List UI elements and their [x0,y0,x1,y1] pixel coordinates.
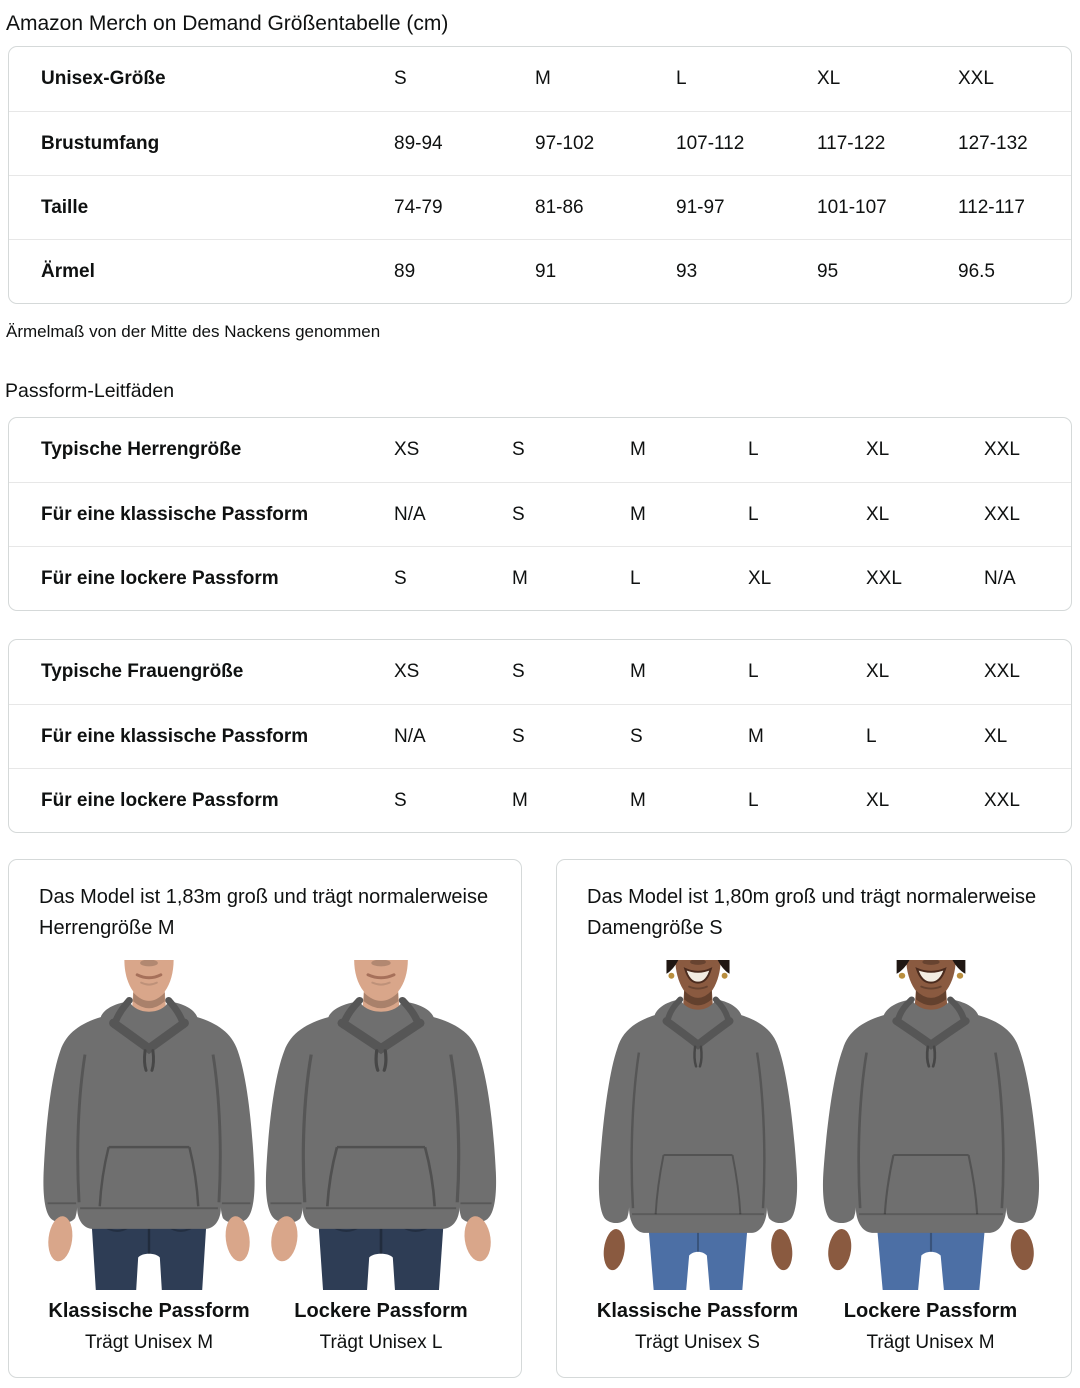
size-worn-label: Trägt Unisex S [635,1332,760,1353]
size-cell: L [866,725,877,747]
size-cell: XXL [958,68,994,89]
size-cell: XL [866,503,890,525]
model-description: Das Model ist 1,83m groß und trägt normalerweise Herrengröße M [39,886,489,939]
measure-cell: 107-112 [676,132,745,154]
figure-caption [33,1296,265,1359]
mens-fit-table [8,417,1072,611]
measure-cell: 89-94 [394,132,443,154]
size-cell: M [630,661,646,682]
row-label: Für eine lockere Passform [41,567,279,589]
measure-cell: 95 [817,260,839,282]
table-row [9,111,1071,175]
size-cell: S [512,725,525,747]
size-cell: S [394,789,407,811]
row-label: Für eine lockere Passform [41,789,279,811]
size-cell: XL [817,68,841,89]
measure-cell: 117-122 [817,132,886,154]
size-cell: XXL [866,567,902,589]
table-row [9,175,1071,239]
table-row [9,768,1071,832]
row-label: Für eine klassische Passform [41,725,309,747]
size-cell: XXL [984,789,1020,811]
size-cell: L [630,567,641,589]
figure-column [33,958,265,1290]
size-cell: S [512,439,525,460]
size-cell: N/A [394,725,426,747]
size-cell: L [748,661,759,682]
size-cell: S [512,503,525,525]
row-label: Brustumfang [41,132,160,154]
measure-cell: 91 [535,260,557,282]
measure-cell: 96.5 [958,260,995,282]
figure-caption [265,1296,497,1359]
row-label: Unisex-Größe [41,68,166,89]
size-cell: M [630,789,646,811]
measure-cell: 81-86 [535,196,584,218]
figure-column [814,958,1047,1290]
size-cell: XS [394,439,420,460]
size-cell: XL [866,789,890,811]
size-cell: XL [866,439,890,460]
size-cell: XL [984,725,1008,747]
womens-fit-table [8,639,1072,833]
row-label: Typische Herrengröße [41,439,242,460]
measure-cell: 89 [394,260,416,282]
table-row [9,239,1071,303]
size-cell: M [512,789,528,811]
size-cell: XS [394,661,420,682]
size-cell: L [748,789,759,811]
size-cell: M [630,439,646,460]
table-row [9,47,1071,111]
measure-cell: 74-79 [394,196,443,218]
size-cell: M [630,503,646,525]
size-cell: XL [748,567,772,589]
mens-model-card [8,859,522,1378]
table-row [9,704,1071,768]
size-cell: XL [866,661,890,682]
size-cell: L [748,439,759,460]
model-figures [33,958,497,1290]
measure-cell: 93 [676,260,698,282]
size-cell: XXL [984,661,1020,682]
male-model-loose-fit-photo [257,960,506,1290]
size-cell: N/A [984,567,1016,589]
measure-cell: 97-102 [535,132,595,154]
table-row [9,640,1071,704]
size-cell: S [630,725,643,747]
figure-caption [581,1296,814,1359]
size-cell: S [512,661,525,682]
row-label: Typische Frauengröße [41,661,244,682]
row-label: Ärmel [41,260,95,282]
size-cell: M [748,725,764,747]
row-label: Für eine klassische Passform [41,503,309,525]
page-title: Amazon Merch on Demand Größentabelle (cm) [6,12,449,35]
size-cell: S [394,68,407,89]
sleeve-measure-note: Ärmelmaß von der Mitte des Nackens genommen [6,322,381,341]
size-cell: M [512,567,528,589]
fit-label: Klassische Passform [48,1300,250,1322]
size-cell: L [676,68,687,89]
fit-label: Klassische Passform [596,1300,799,1322]
measure-cell: 127-132 [958,132,1028,154]
size-cell: XXL [984,503,1020,525]
model-description: Das Model ist 1,80m groß und trägt normalerweise Damengröße S [587,886,1037,939]
measure-cell: 91-97 [676,196,725,218]
figure-column [581,958,814,1290]
female-model-loose-fit-photo [806,960,1055,1290]
row-label: Taille [41,196,89,218]
size-worn-label: Trägt Unisex L [319,1332,443,1353]
size-worn-label: Trägt Unisex M [84,1332,214,1353]
measure-cell: 101-107 [817,196,887,218]
figure-caption [814,1296,1047,1359]
size-worn-label: Trägt Unisex M [866,1332,995,1353]
fit-label: Lockere Passform [294,1300,468,1322]
model-cards-row [8,859,1072,1378]
size-cell: L [748,503,759,525]
female-model-classic-fit-photo [584,960,812,1290]
figure-column [265,958,497,1290]
size-cell: S [394,567,407,589]
table-row [9,546,1071,610]
table-row [9,418,1071,482]
size-cell: M [535,68,551,89]
male-model-classic-fit-photo [35,960,263,1290]
figure-captions [581,1296,1047,1359]
figure-captions [33,1296,497,1359]
unisex-size-table [8,46,1072,304]
fit-label: Lockere Passform [843,1300,1018,1322]
size-cell: XXL [984,439,1020,460]
table-row [9,482,1071,546]
womens-model-card [556,859,1072,1378]
measure-cell: 112-117 [958,196,1025,218]
size-cell: N/A [394,503,426,525]
model-figures [581,958,1047,1290]
fit-guides-heading: Passform-Leitfäden [5,380,175,402]
